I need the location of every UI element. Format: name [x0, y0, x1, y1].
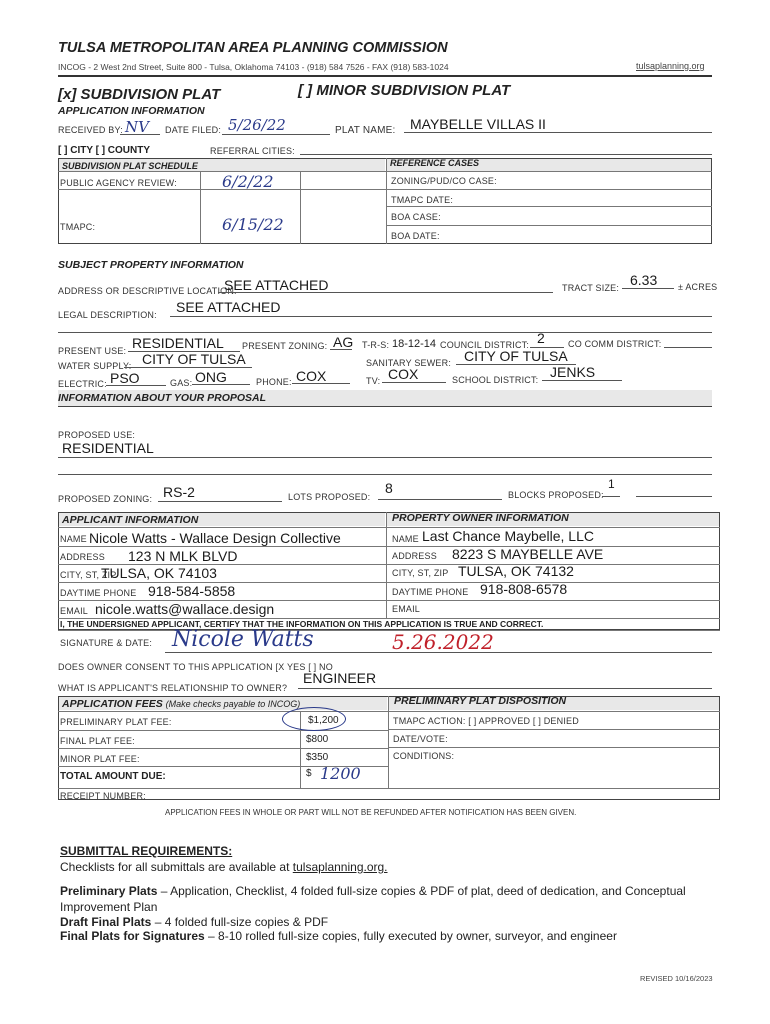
form-title: TULSA METROPOLITAN AREA PLANNING COMMISSION [58, 40, 448, 56]
applicant-name-label: NAME [60, 534, 87, 544]
conditions-label: CONDITIONS: [393, 751, 455, 761]
final-fee-value: $800 [306, 734, 329, 745]
address-location-value[interactable]: SEE ATTACHED [224, 277, 329, 293]
gas-value[interactable]: ONG [195, 369, 227, 385]
subdivision-plat-checkbox[interactable]: [x] SUBDIVISION PLAT [58, 86, 221, 103]
zoning-case-label: ZONING/PUD/CO CASE: [391, 176, 497, 186]
total-due-label: TOTAL AMOUNT DUE: [60, 771, 166, 782]
acres-label: ± ACRES [678, 282, 718, 292]
phone-provider-label: PHONE: [256, 377, 292, 387]
tmapc-action[interactable]: TMAPC ACTION: [ ] APPROVED [ ] DENIED [393, 716, 579, 726]
website-link[interactable]: tulsaplanning.org [636, 61, 705, 71]
present-zoning-label: PRESENT ZONING: [242, 341, 328, 351]
blocks-proposed-label: BLOCKS PROPOSED: [508, 490, 604, 500]
preliminary-fee-label: PRELIMINARY PLAT FEE: [60, 717, 172, 727]
electric-value[interactable]: PSO [110, 370, 140, 386]
trs-label: T-R-S: [362, 340, 390, 350]
owner-phone-value[interactable]: 918-808-6578 [480, 581, 568, 597]
tv-label: TV: [366, 376, 381, 386]
applicant-signature[interactable]: Nicole Watts [172, 627, 314, 652]
relationship-label: WHAT IS APPLICANT'S RELATIONSHIP TO OWNER? [58, 683, 288, 693]
certification-statement: I, THE UNDERSIGNED APPLICANT, CERTIFY THAT THE INFORMATION ON THIS APPLICATION IS TRUE AND CORRECT. [60, 619, 544, 629]
applicant-name-value[interactable]: Nicole Watts - Wallace Design Collective [89, 530, 341, 546]
owner-address-label: ADDRESS [392, 551, 437, 561]
boa-case-label: BOA CASE: [391, 212, 441, 222]
present-use-label: PRESENT USE: [58, 346, 127, 356]
date-filed-value[interactable]: 5/26/22 [228, 116, 286, 134]
checklist-link[interactable]: tulsaplanning.org. [292, 860, 388, 874]
application-info-header: APPLICATION INFORMATION [58, 105, 205, 117]
final-signature-requirements: Final Plats for Signatures – 8-10 rolled full-size copies, fully executed by owner, surveyor, and engineer [60, 929, 617, 943]
subject-property-header: SUBJECT PROPERTY INFORMATION [58, 259, 244, 271]
preliminary-requirements-cont: Improvement Plan [60, 900, 158, 914]
minor-fee-value: $350 [306, 752, 329, 763]
proposed-zoning-label: PROPOSED ZONING: [58, 494, 153, 504]
total-due-symbol: $ [306, 768, 312, 779]
public-agency-label: PUBLIC AGENCY REVIEW: [60, 178, 177, 188]
blocks-proposed-value[interactable]: 1 [608, 477, 615, 491]
sanitary-sewer-value[interactable]: CITY OF TULSA [464, 348, 568, 364]
council-district-value[interactable]: 2 [537, 330, 545, 346]
revised-date: REVISED 10/16/2023 [640, 974, 713, 983]
owner-name-value[interactable]: Last Chance Maybelle, LLC [422, 528, 594, 544]
date-filed-label: DATE FILED: [165, 125, 222, 135]
boa-date-label: BOA DATE: [391, 231, 440, 241]
trs-value[interactable]: 18-12-14 [392, 338, 437, 350]
water-supply-label: WATER SUPPLY: [58, 361, 132, 371]
applicant-info-header: APPLICANT INFORMATION [62, 514, 199, 526]
tv-value[interactable]: COX [388, 366, 419, 382]
applicant-email-label: EMAIL [60, 606, 89, 616]
present-zoning-value[interactable]: AG [333, 334, 354, 350]
legal-description-value[interactable]: SEE ATTACHED [176, 299, 281, 315]
owner-consent-question[interactable]: DOES OWNER CONSENT TO THIS APPLICATION [X YES [ ] NO [58, 662, 333, 672]
owner-phone-label: DAYTIME PHONE [392, 587, 469, 597]
phone-provider-value[interactable]: COX [296, 368, 327, 384]
signature-label: SIGNATURE & DATE: [60, 638, 153, 648]
public-agency-date[interactable]: 6/2/22 [222, 172, 274, 191]
applicant-email-value[interactable]: nicole.watts@wallace.design [95, 601, 275, 617]
received-by-value[interactable]: NV [125, 118, 149, 136]
proposed-zoning-value[interactable]: RS-2 [163, 484, 195, 500]
tract-size-value[interactable]: 6.33 [630, 272, 658, 288]
preliminary-requirements: Preliminary Plats – Application, Checklist, 4 folded full-size copies & PDF of plat, deed of dedication, and Conceptual [60, 884, 686, 898]
plat-name-label: PLAT NAME: [335, 125, 396, 136]
council-district-label: COUNCIL DISTRICT: [440, 340, 530, 350]
city-county-checkbox[interactable]: [ ] CITY [ ] COUNTY [58, 145, 151, 156]
checklist-note: Checklists for all submittals are available at tulsaplanning.org. [60, 860, 388, 874]
preliminary-fee-circle [282, 707, 346, 731]
tract-size-label: TRACT SIZE: [562, 283, 620, 293]
date-vote-label: DATE/VOTE: [393, 734, 448, 744]
tmapc-label: TMAPC: [60, 222, 96, 232]
final-fee-label: FINAL PLAT FEE: [60, 736, 135, 746]
school-district-value[interactable]: JENKS [550, 364, 596, 380]
lots-proposed-label: LOTS PROPOSED: [288, 492, 371, 502]
co-comm-district-label: CO COMM DISTRICT: [568, 339, 662, 349]
referral-cities-label: REFERRAL CITIES: [210, 146, 295, 156]
fees-header: APPLICATION FEES (Make checks payable to INCOG) [62, 698, 301, 710]
submittal-title: SUBMITTAL REQUIREMENTS: [60, 844, 233, 858]
relationship-value[interactable]: ENGINEER [303, 670, 377, 686]
address-location-label: ADDRESS OR DESCRIPTIVE LOCATION: [58, 286, 237, 296]
tmapc-date[interactable]: 6/15/22 [222, 215, 284, 234]
proposal-header: INFORMATION ABOUT YOUR PROPOSAL [58, 392, 267, 404]
water-supply-value[interactable]: CITY OF TULSA [142, 351, 246, 367]
total-due-value[interactable]: 1200 [320, 764, 361, 783]
signature-date[interactable]: 5.26.2022 [392, 630, 494, 654]
school-district-label: SCHOOL DISTRICT: [452, 375, 539, 385]
applicant-address-label: ADDRESS [60, 552, 105, 562]
tmapc-date-label: TMAPC DATE: [391, 195, 454, 205]
received-by-label: RECEIVED BY: [58, 125, 123, 135]
owner-city-label: CITY, ST, ZIP [392, 568, 449, 578]
lots-proposed-value[interactable]: 8 [385, 480, 393, 496]
owner-address-value[interactable]: 8223 S MAYBELLE AVE [452, 546, 604, 562]
proposed-use-label: PROPOSED USE: [58, 430, 136, 440]
minor-fee-label: MINOR PLAT FEE: [60, 754, 140, 764]
disposition-header: PRELIMINARY PLAT DISPOSITION [394, 695, 567, 707]
preliminary-fee-value: $1,200 [308, 715, 339, 726]
schedule-header: SUBDIVISION PLAT SCHEDULE [62, 161, 198, 171]
agency-address: INCOG - 2 West 2nd Street, Suite 800 - Tulsa, Oklahoma 74103 - (918) 584 7526 - FAX (918) 583-1024 [58, 62, 449, 72]
applicant-city-label: CITY, ST, ZIP [60, 570, 117, 580]
owner-info-header: PROPERTY OWNER INFORMATION [392, 512, 569, 524]
applicant-address-value[interactable]: 123 N MLK BLVD [128, 548, 238, 564]
owner-city-value[interactable]: TULSA, OK 74132 [458, 563, 574, 579]
owner-name-label: NAME [392, 534, 419, 544]
applicant-phone-label: DAYTIME PHONE [60, 588, 137, 598]
refund-note: APPLICATION FEES IN WHOLE OR PART WILL NOT BE REFUNDED AFTER NOTIFICATION HAS BEEN GIVEN. [165, 808, 577, 817]
legal-description-label: LEGAL DESCRIPTION: [58, 310, 157, 320]
proposed-use-value[interactable]: RESIDENTIAL [62, 440, 154, 456]
draft-final-requirements: Draft Final Plats – 4 folded full-size copies & PDF [60, 915, 329, 929]
owner-email-label: EMAIL [392, 604, 421, 614]
electric-label: ELECTRIC: [58, 379, 107, 389]
applicant-phone-value[interactable]: 918-584-5858 [148, 583, 236, 599]
sanitary-sewer-label: SANITARY SEWER: [366, 358, 452, 368]
applicant-city-value[interactable]: TULSA, OK 74103 [101, 565, 217, 581]
plat-name-value[interactable]: MAYBELLE VILLAS II [410, 116, 546, 132]
reference-header: REFERENCE CASES [390, 158, 480, 168]
receipt-number-label: RECEIPT NUMBER: [60, 791, 146, 801]
minor-subdivision-checkbox[interactable]: [ ] MINOR SUBDIVISION PLAT [298, 82, 511, 99]
present-use-value[interactable]: RESIDENTIAL [132, 335, 224, 351]
gas-label: GAS: [170, 378, 193, 388]
